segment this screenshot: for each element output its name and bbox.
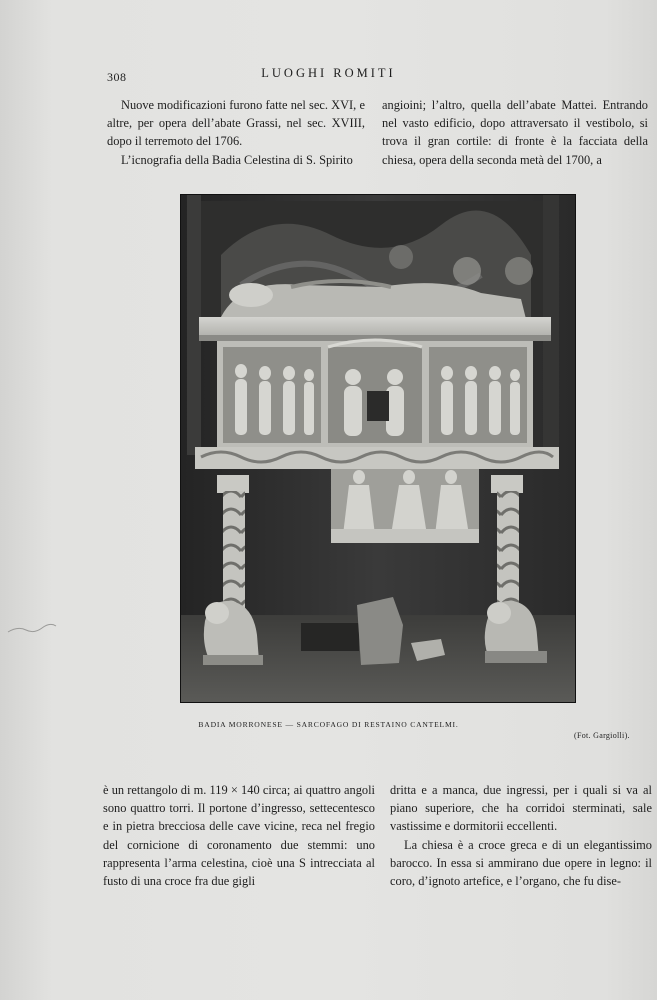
photo-credit: (Fot. Gargiolli). <box>574 731 630 740</box>
text-column-top-left <box>107 96 365 169</box>
pencil-margin-mark <box>6 618 58 638</box>
photo-sarcophagus <box>181 195 575 702</box>
page-number: 308 <box>107 70 127 84</box>
paragraph: dritta e a manca, due ingressi, per i quali si va al piano superiore, che ha corridoi sterminati, sale vastissime e dormitorii eccellenti. <box>390 783 652 834</box>
text-column-bottom-left <box>103 781 375 890</box>
paragraph: Nuove modificazioni furono fatte nel sec. XVI, e altre, per opera dell’abate Grassi, nel sec. XVIII, dopo il terremoto del 1706. <box>107 98 365 149</box>
paragraph: è un rettangolo di m. 119 × 140 circa; ai quattro angoli sono quattro torri. Il portone d’ingresso, settecentesco e in pietra brecciosa delle cave vicine, reca nel fregio del cornicione di coronamento due stemmi: uno rappresenta l’arma celestina, cioè una S intrecciata al fusto di una croce fra due gigli <box>103 783 375 889</box>
paragraph: La chiesa è a croce greca e di un elegantissimo barocco. In essa si ammirano due opere in legno: il coro, d’ignoto artefice, e l’organo, che fu dise- <box>390 837 652 889</box>
sarcophagus-photo-illustration <box>181 195 575 702</box>
running-title: LUOGHI ROMITI <box>261 66 396 80</box>
paragraph: angioini; l’altro, quella dell’abate Mattei. Entrando nel vasto edificio, dopo attraversato il vestibolo, si trova il gran cortile: di fronte è la facciata della chiesa, opera della seconda metà del 1700, a <box>382 98 648 167</box>
paragraph: L’icnografia della Badia Celestina di S. Spirito <box>121 152 353 167</box>
figure-caption: BADIA MORRONESE — SARCOFAGO DI RESTAINO CANTELMI. <box>198 720 459 729</box>
text-column-bottom-right <box>390 781 652 890</box>
text-column-top-right <box>382 96 648 169</box>
